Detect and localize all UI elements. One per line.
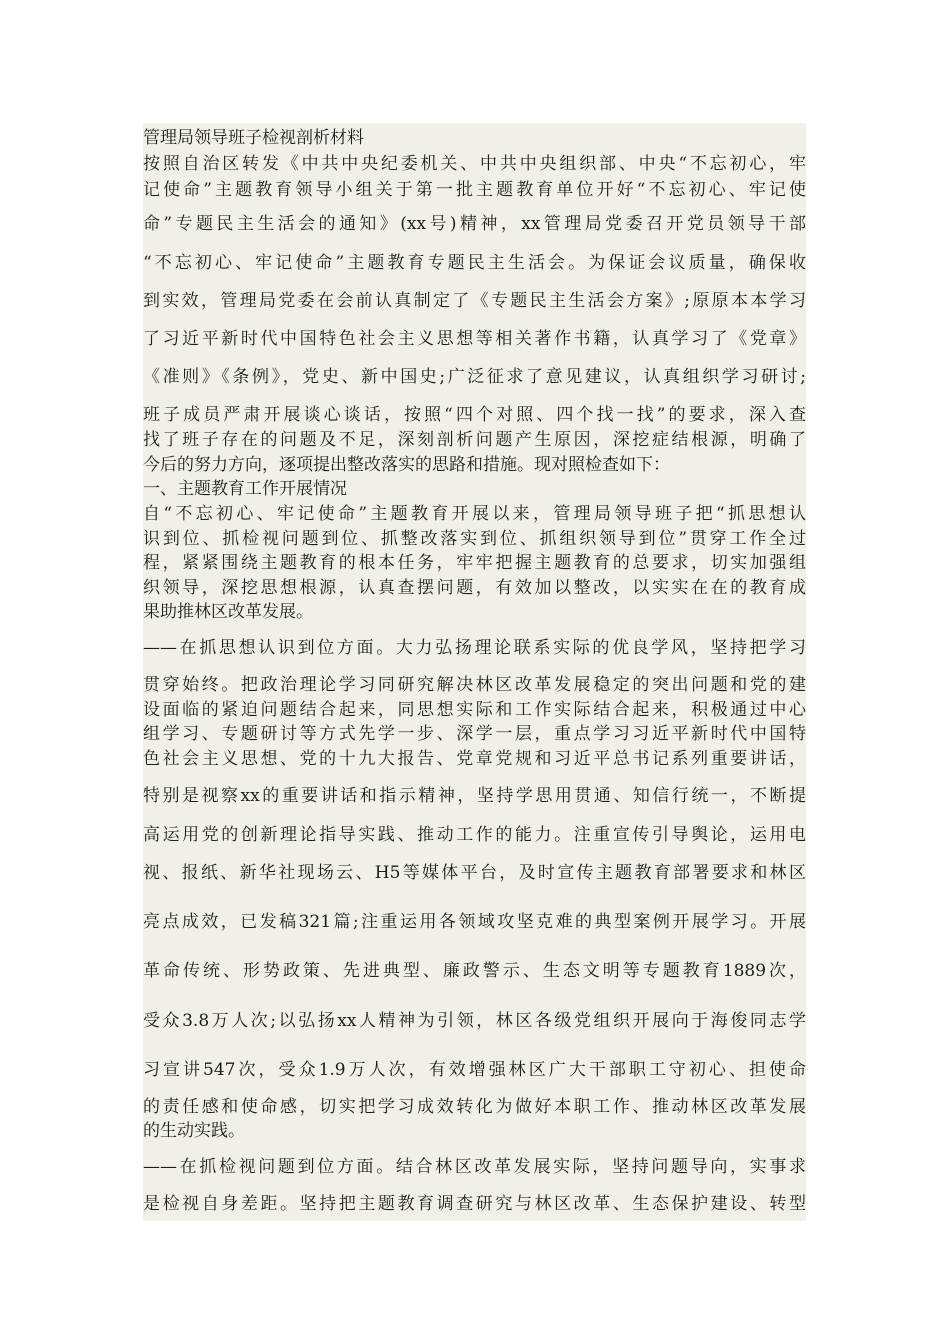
body-line: 找了班子存在的问题及不足，深刻剖析问题产生原因，深挖症结根源，明确了 <box>143 430 806 450</box>
body-line: 设面临的紧迫问题结合起来，同思想实际和工作实际结合起来，积极通过中心 <box>143 700 806 720</box>
body-line: 的责任感和使命感，切实把学习成效转化为做好本职工作、推动林区改革发展 <box>143 1097 806 1117</box>
body-line: 班子成员严肃开展谈心谈话，按照“四个对照、四个找一找”的要求，深入查 <box>143 405 806 425</box>
body-line: 色社会主义思想、党的十九大报告、党章党规和习近平总书记系列重要讲话， <box>143 749 806 769</box>
body-line: 高运用党的创新理论指导实践、推动工作的能力。注重宣传引导舆论，运用电 <box>143 825 806 845</box>
body-line: 亮点成效，已发稿321篇;注重运用各领域攻坚克难的典型案例开展学习。开展 <box>143 912 806 932</box>
body-line: 织领导，深挖思想根源，认真查摆问题，有效加以整改，以实实在在的教育成 <box>143 578 806 598</box>
body-line: 今后的努力方向，逐项提出整改落实的思路和措施。现对照检查如下： <box>143 455 670 475</box>
body-line: 命”专题民主生活会的通知》(xx号)精神，xx管理局党委召开党员领导干部 <box>143 214 806 234</box>
body-line: 自“不忘初心、牢记使命”主题教育开展以来，管理局领导班子把“抓思想认 <box>143 504 806 524</box>
body-line: 组学习、专题研讨等方式先学一步、深学一层，重点学习习近平新时代中国特 <box>143 724 806 744</box>
body-line: 习宣讲547次，受众1.9万人次，有效增强林区广大干部职工守初心、担使命 <box>143 1060 806 1080</box>
body-line: 识到位、抓检视问题到位、抓整改落实到位、抓组织领导到位”贯穿工作全过 <box>143 529 806 549</box>
body-line: 程，紧紧围绕主题教育的根本任务，牢牢把握主题教育的总要求，切实加强组 <box>143 553 806 573</box>
body-line: 是检视自身差距。坚持把主题教育调查研究与林区改革、生态保护建设、转型 <box>143 1194 806 1214</box>
subsection-line: ——在抓检视问题到位方面。结合林区改革发展实际，坚持问题导向，实事求 <box>143 1157 806 1177</box>
body-line: 的生动实践。 <box>143 1121 245 1141</box>
body-line: 革命传统、形势政策、先进典型、廉政警示、生态文明等专题教育1889次， <box>143 961 806 981</box>
body-line: 《准则》《条例》，党史、新中国史;广泛征求了意见建议，认真组织学习研讨; <box>143 367 806 387</box>
body-line: 到实效，管理局党委在会前认真制定了《专题民主生活会方案》;原原本本学习 <box>143 291 806 311</box>
body-line: 视、报纸、新华社现场云、H5等媒体平台，及时宣传主题教育部署要求和林区 <box>143 863 806 883</box>
document-page <box>143 123 806 1221</box>
body-line: 受众3.8万人次;以弘扬xx人精神为引领，林区各级党组织开展向于海俊同志学 <box>143 1011 806 1031</box>
body-line: 特别是视察xx的重要讲话和指示精神，坚持学思用贯通、知信行统一，不断提 <box>143 786 806 806</box>
body-line: 记使命”主题教育领导小组关于第一批主题教育单位开好“不忘初心、牢记使 <box>143 180 806 200</box>
body-line: 按照自治区转发《中共中央纪委机关、中共中央组织部、中央“不忘初心，牢 <box>143 154 806 174</box>
body-line: “不忘初心、牢记使命”主题教育专题民主生活会。为保证会议质量，确保收 <box>143 253 806 273</box>
document-title: 管理局领导班子检视剖析材料 <box>143 128 364 148</box>
body-line: 了习近平新时代中国特色社会主义思想等相关著作书籍，认真学习了《党章》 <box>143 329 806 349</box>
body-line: 贯穿始终。把政治理论学习同研究解决林区改革发展稳定的突出问题和党的建 <box>143 675 806 695</box>
body-line: 果助推林区改革发展。 <box>143 602 313 622</box>
section-heading: 一、主题教育工作开展情况 <box>143 479 347 499</box>
subsection-line: ——在抓思想认识到位方面。大力弘扬理论联系实际的优良学风，坚持把学习 <box>143 638 806 658</box>
